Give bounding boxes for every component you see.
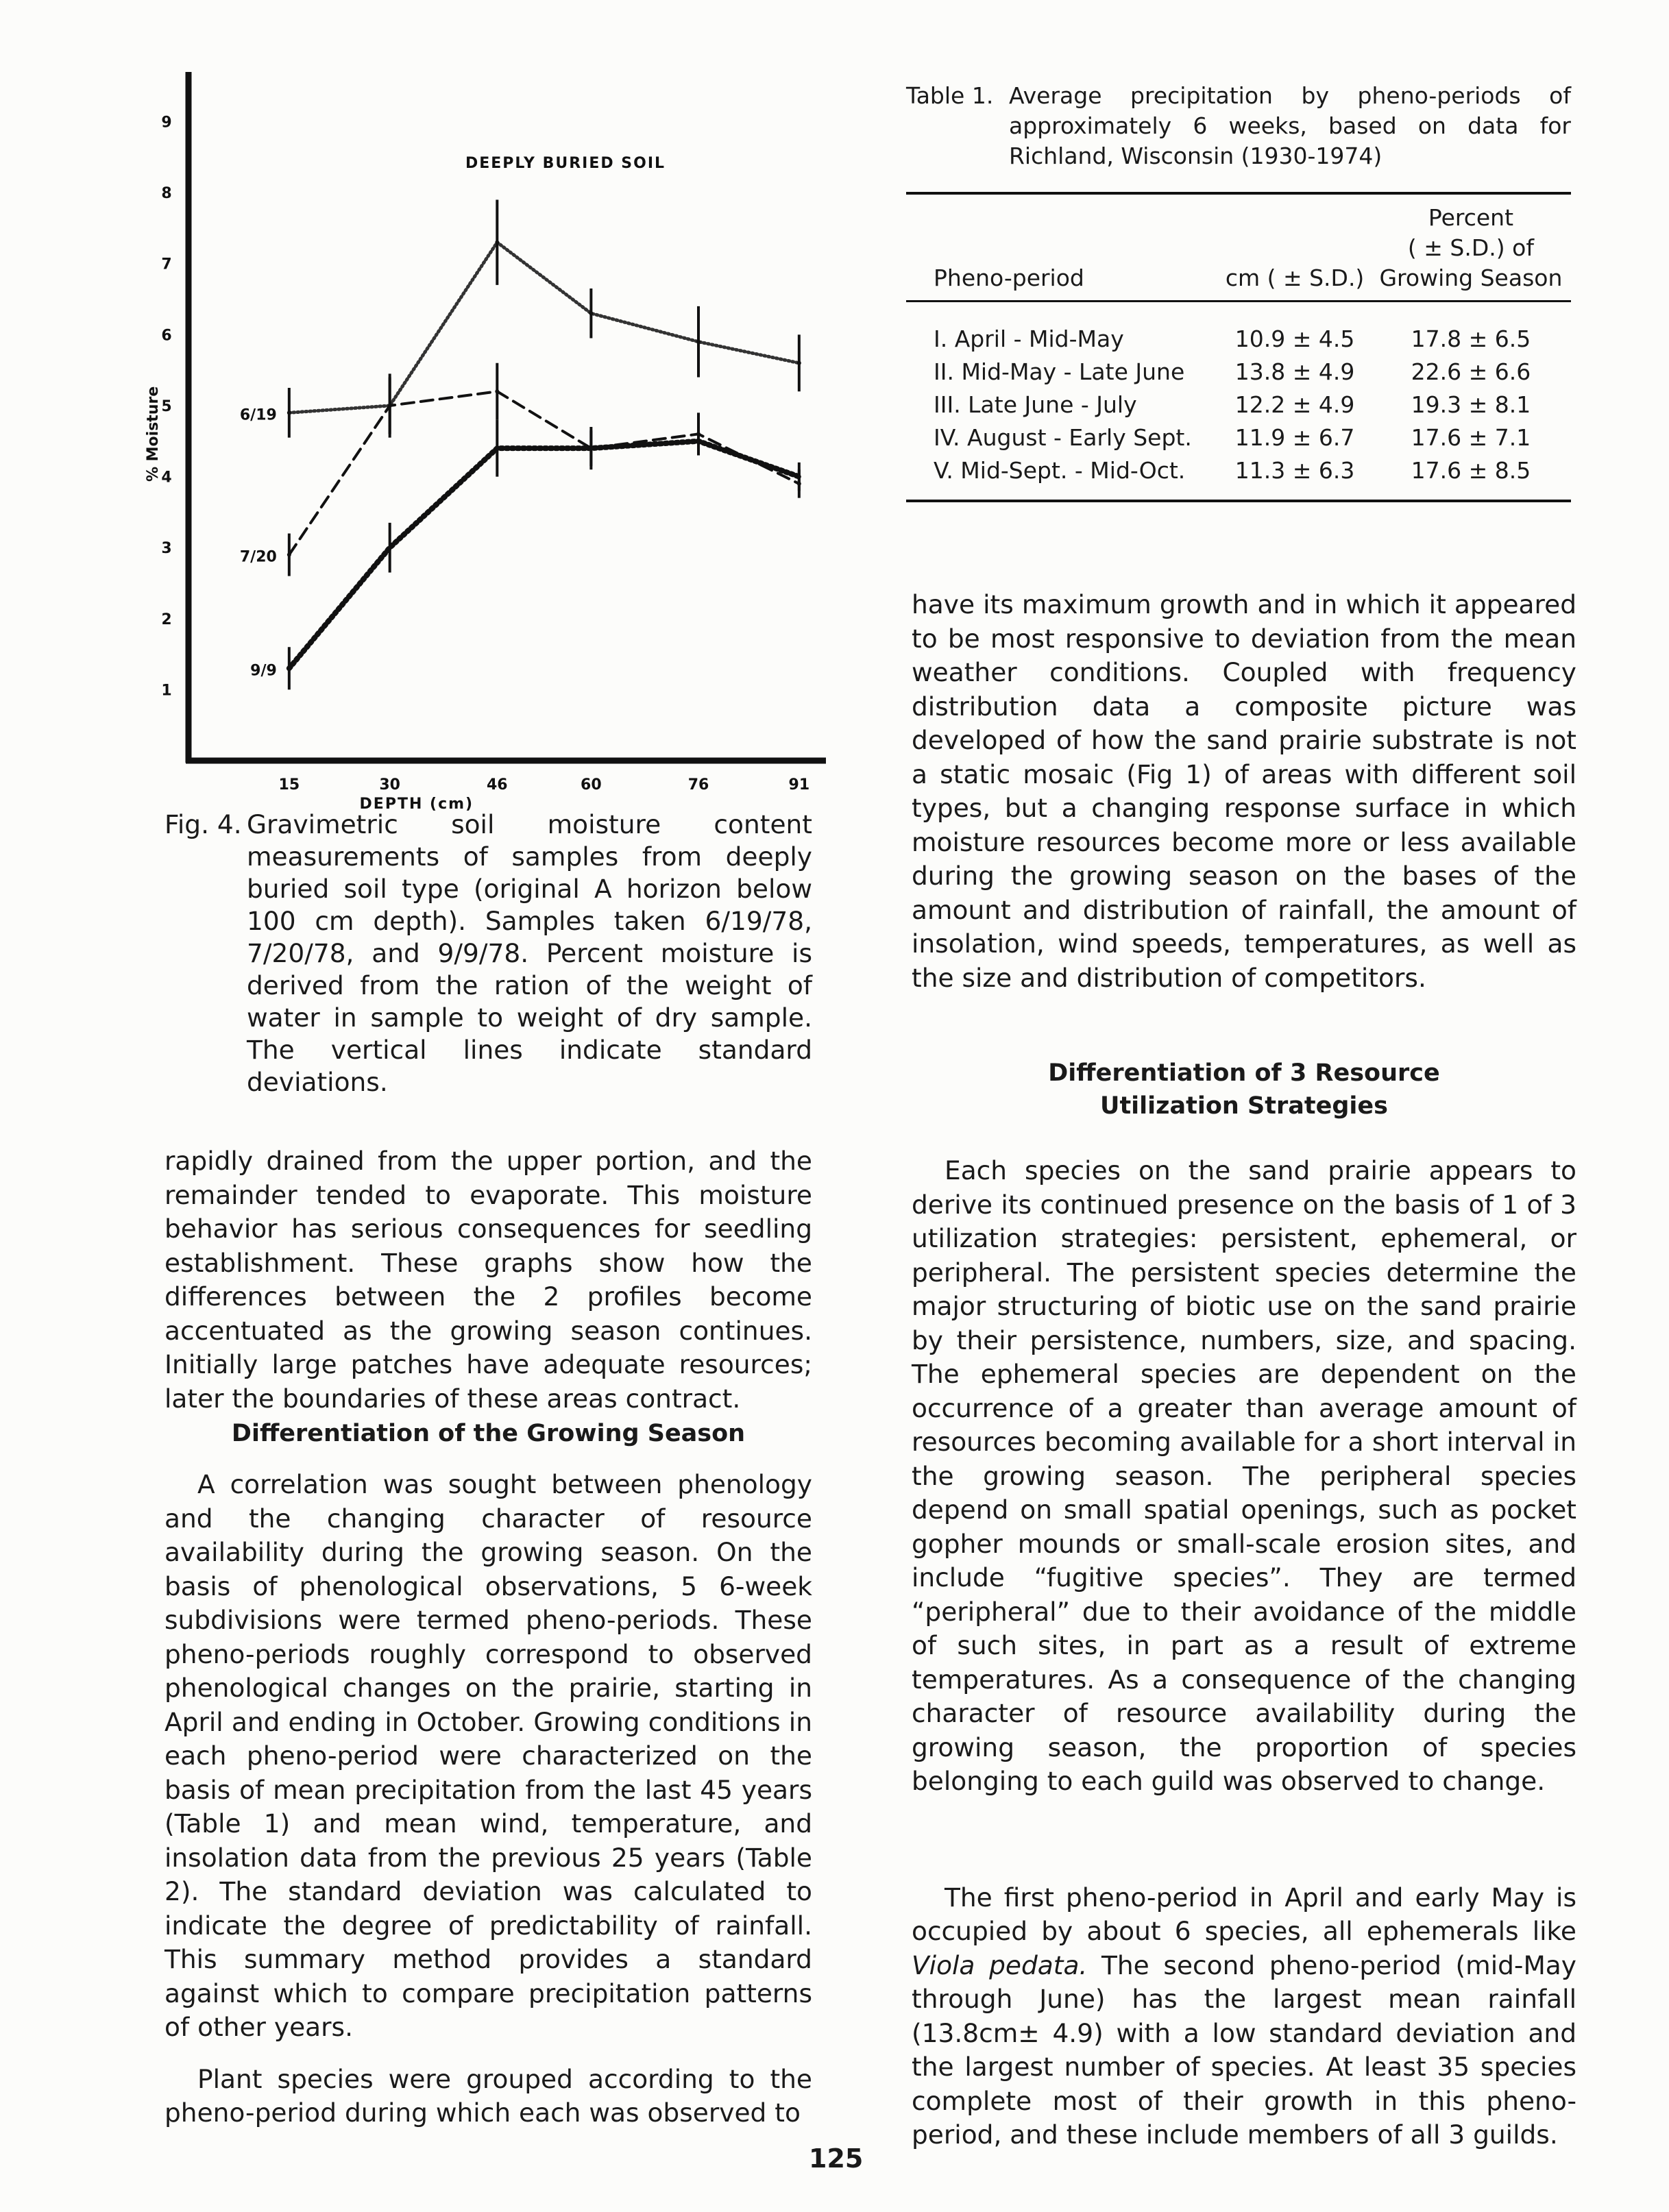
table-row — [906, 389, 1571, 421]
left-paragraph-1: rapidly drained from the upper portion, and the remainder tended to evaporate. This moisture behavior has serious consequences for seedling establishment. These graphs show how the differences between the 2 profiles become accentuated as the growing season continues. Initially large patches have adequate resources; later the boundaries of these areas contract. — [165, 1146, 812, 1414]
cell-cm: 13.8 ± 4.9 — [1234, 358, 1355, 385]
x-tick-label: 76 — [687, 776, 709, 794]
data-point — [287, 410, 291, 415]
y-axis-label: % Moisture — [145, 386, 162, 482]
x-tick-label: 30 — [379, 776, 400, 794]
table-row — [906, 421, 1571, 454]
right-paragraph-3 — [912, 1881, 1576, 2152]
species-name-italic: Viola pedata. — [912, 1950, 1088, 1980]
left-paragraph-2: A correlation was sought between phenology and the changing character of resource availability during the growing season. On the basis of phenological observations, 5 6-week subdivisions were termed pheno-periods. These pheno-periods roughly correspond to observed phenological changes on the prairie, starting in April and ending in October. Growing conditions in each pheno-period were characterized on the basis of mean precipitation from the last 45 years (Table 1) and mean wind, temperature, and insolation data from the previous 25 years (Table 2). The standard deviation was calculated to indicate the degree of predictability of rainfall. This summary method provides a standard against which to compare precipitation patterns of other years. — [165, 1469, 812, 2042]
cell-cm: 12.2 ± 4.9 — [1234, 391, 1355, 418]
figure-caption-text: Gravimetric soil moisture content measurements of samples from deeply buried soil type (original A horizon below 100 cm depth). Samples taken 6/19/78, 7/20/78, and 9/9/78. Percent moisture is derived from the ration of the weight of water in sample to weight of dry sample. The vertical lines indicate standard deviations. — [247, 809, 812, 1097]
y-tick-label: 8 — [161, 185, 172, 203]
table-row — [906, 454, 1571, 501]
right-paragraph-3-text-b: The second pheno-period (mid-May through June) has the largest mean rainfall (13.8cm± 4.9) with a low standard deviation and the largest number of species. At least 35 species complete most of their growth in this pheno-period, and these include members of all 3 guilds. — [912, 1950, 1576, 2150]
series-label-9/9: 9/9 — [250, 662, 277, 680]
data-point — [495, 389, 499, 393]
data-point — [589, 446, 593, 450]
header-percent-line2: ( ± S.D.) of — [1407, 234, 1534, 261]
data-point — [696, 439, 701, 443]
right-column — [912, 588, 1576, 2152]
table-row — [906, 302, 1571, 356]
y-tick-label: 2 — [161, 611, 172, 628]
data-point — [696, 340, 701, 344]
left-column — [165, 1144, 812, 2130]
precipitation-table — [906, 192, 1571, 502]
data-point — [388, 545, 392, 550]
data-point — [287, 553, 291, 557]
table-title-text: Average precipitation by pheno-periods of approximately 6 weeks, based on data for Richland, Wisconsin (1930-1974) — [1009, 82, 1571, 169]
y-tick-label: 9 — [161, 114, 172, 132]
figure-caption — [165, 809, 812, 1098]
table-1 — [906, 81, 1571, 502]
y-tick-label: 7 — [161, 256, 172, 273]
cell-cm: 10.9 ± 4.5 — [1234, 325, 1355, 352]
x-tick-label: 15 — [278, 776, 300, 794]
cell-percent: 17.6 ± 8.5 — [1411, 457, 1531, 484]
cell-period: I. April - Mid-May — [934, 325, 1124, 352]
figure-caption-label: Fig. 4. — [165, 809, 242, 839]
table-title — [906, 81, 1571, 171]
section-heading-growing-season: Differentiation of the Growing Season — [231, 1420, 746, 1447]
x-axis-label: DEPTH (cm) — [359, 796, 474, 813]
right-paragraph-2: Each species on the sand prairie appears to derive its continued presence on the basis of 1 of 3 utilization strategies: persistent, ephemeral, or peripheral. The persistent species determine the major structuring of biotic use on the sand prairie by their persistence, numbers, size, and spacing. The ephemeral species are dependent on the occurrence of a greater than average amount of resources becoming available for a short interval in the growing season. The peripheral species depend on small spatial openings, such as pocket gopher mounds or small-scale erosion sites, and include “fugitive species”. They are termed “peripheral” due to their avoidance of the middle of such sites, in part as a result of extreme temperatures. As a consequence of the changing character of resource availability during the growing season, the proportion of species belonging to each guild was observed to change. — [912, 1155, 1576, 1796]
header-pheno-period: Pheno-period — [934, 265, 1084, 291]
cell-cm: 11.9 ± 6.7 — [1234, 424, 1355, 451]
cell-cm: 11.3 ± 6.3 — [1234, 457, 1355, 484]
y-tick-label: 6 — [161, 327, 172, 345]
y-tick-label: 5 — [161, 397, 172, 415]
header-percent — [1371, 193, 1571, 302]
table-row — [906, 356, 1571, 389]
data-point — [388, 404, 392, 408]
figure-4 — [141, 65, 840, 819]
chart-title: DEEPLY BURIED SOIL — [465, 155, 666, 172]
header-cm: cm ( ± S.D.) — [1225, 265, 1365, 291]
cell-percent: 19.3 ± 8.1 — [1411, 391, 1531, 418]
y-tick-label: 1 — [161, 682, 172, 700]
table-header-row — [906, 193, 1571, 302]
series-line-9/9 — [289, 441, 799, 669]
data-point — [495, 446, 499, 450]
series-line-7/20 — [289, 391, 799, 554]
page-number: 125 — [809, 2143, 864, 2174]
cell-period: II. Mid-May - Late June — [934, 358, 1185, 385]
right-paragraph-3-text-a: The first pheno-period in April and early May is occupied by about 6 species, all ephemerals like — [912, 1882, 1576, 1946]
table-label: Table 1. — [906, 82, 994, 109]
moisture-chart — [141, 65, 840, 819]
y-tick-label: 3 — [161, 540, 172, 558]
section-heading-line2: Utilization Strategies — [1100, 1092, 1388, 1120]
x-tick-label: 46 — [487, 776, 508, 794]
x-tick-label: 91 — [788, 776, 810, 794]
x-tick-label: 60 — [581, 776, 602, 794]
cell-percent: 17.8 ± 6.5 — [1411, 325, 1531, 352]
header-percent-line1: Percent — [1428, 204, 1514, 231]
y-tick-label: 4 — [161, 469, 172, 487]
data-point — [287, 666, 291, 670]
data-point — [797, 475, 801, 479]
series-label-7/20: 7/20 — [239, 548, 277, 566]
data-point — [589, 311, 593, 315]
right-paragraph-1: have its maximum growth and in which it appeared to be most responsive to deviation from the mean weather conditions. Coupled with frequency distribution data a composite picture was developed of how the sand prairie substrate is not a static mosaic (Fig 1) of areas with different soil types, but a changing response surface in which moisture resources become more or less available during the growing season on the bases of the amount and distribution of rainfall, the amount of insolation, wind speeds, temperatures, as well as the size and distribution of competitors. — [912, 589, 1576, 993]
cell-period: V. Mid-Sept. - Mid-Oct. — [934, 457, 1186, 484]
series-label-6/19: 6/19 — [239, 406, 277, 424]
data-point — [797, 361, 801, 365]
cell-period: III. Late June - July — [934, 391, 1137, 418]
section-heading-resource-strategies — [912, 1057, 1576, 1122]
data-point — [495, 241, 499, 245]
header-percent-line3: Growing Season — [1379, 265, 1563, 291]
cell-period: IV. August - Early Sept. — [934, 424, 1192, 451]
section-heading-line1: Differentiation of 3 Resource — [1048, 1059, 1440, 1087]
left-paragraph-3: Plant species were grouped according to the pheno-period during which each was observed to — [165, 2063, 812, 2128]
cell-percent: 17.6 ± 7.1 — [1411, 424, 1531, 451]
cell-percent: 22.6 ± 6.6 — [1411, 358, 1531, 385]
series-line-6/19 — [289, 243, 799, 413]
